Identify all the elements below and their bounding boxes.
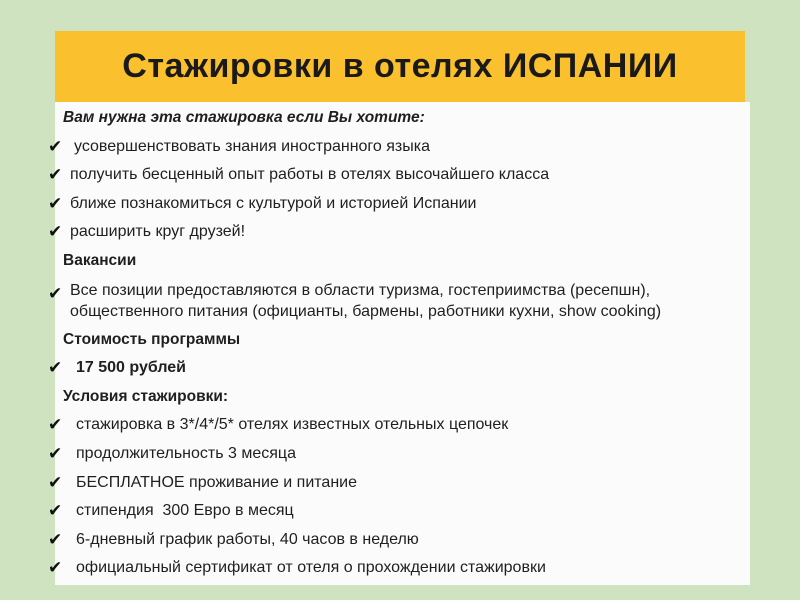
condition-text: стипендия 300 Евро в месяц [76, 502, 294, 520]
checkmark-icon: ✔ [48, 358, 63, 379]
list-item [48, 218, 748, 247]
list-item [48, 411, 748, 440]
checkmark-icon: ✔ [48, 165, 63, 186]
checkmark-icon: ✔ [48, 501, 63, 522]
title-bar [55, 31, 745, 102]
checkmark-icon: ✔ [48, 558, 63, 579]
list-item [48, 526, 748, 555]
list-item [48, 469, 748, 498]
vacancies-text: Все позиции предоставляются в области туризма, гостеприимства (ресепшн), общественного питания (официанты, бармены, работники кухни, show cooking) [70, 281, 662, 320]
checkmark-icon: ✔ [48, 136, 63, 157]
cost-heading: Стоимость программы [63, 330, 241, 348]
goal-text: расширить круг друзей! [70, 223, 246, 241]
list-item [48, 133, 748, 162]
checkmark-icon: ✔ [48, 415, 63, 436]
content [48, 104, 748, 583]
list-item [48, 554, 748, 583]
conditions-heading: Условия стажировки: [63, 387, 229, 405]
list-item [48, 440, 748, 469]
list-item [48, 161, 748, 190]
checkmark-icon: ✔ [48, 283, 63, 304]
intro-heading: Вам нужна эта стажировка если Вы хотите: [63, 109, 425, 126]
condition-text: официальный сертификат от отеля о прохождении стажировки [76, 559, 546, 577]
checkmark-icon: ✔ [48, 193, 63, 214]
goal-text: ближе познакомиться с культурой и историей Испании [70, 194, 477, 212]
list-item [48, 190, 748, 219]
checkmark-icon: ✔ [48, 529, 63, 550]
checkmark-icon: ✔ [48, 222, 63, 243]
goal-text: получить бесценный опыт работы в отелях высочайшего класса [70, 166, 550, 184]
cost-value: 17 500 рублей [76, 359, 187, 377]
checkmark-icon: ✔ [48, 443, 63, 464]
vacancies-heading: Вакансии [63, 251, 137, 269]
checkmark-icon: ✔ [48, 472, 63, 493]
list-item [48, 497, 748, 526]
condition-text: стажировка в 3*/4*/5* отелях известных отельных цепочек [76, 416, 509, 434]
list-item [48, 354, 748, 383]
condition-text: БЕСПЛАТНОЕ проживание и питание [76, 473, 357, 491]
page-title: Стажировки в отелях ИСПАНИИ [122, 47, 678, 85]
condition-text: 6-дневный график работы, 40 часов в неделю [76, 530, 419, 548]
condition-text: продолжительность 3 месяца [76, 444, 296, 462]
list-item [48, 276, 748, 326]
goal-text: усовершенствовать знания иностранного языка [74, 137, 431, 155]
